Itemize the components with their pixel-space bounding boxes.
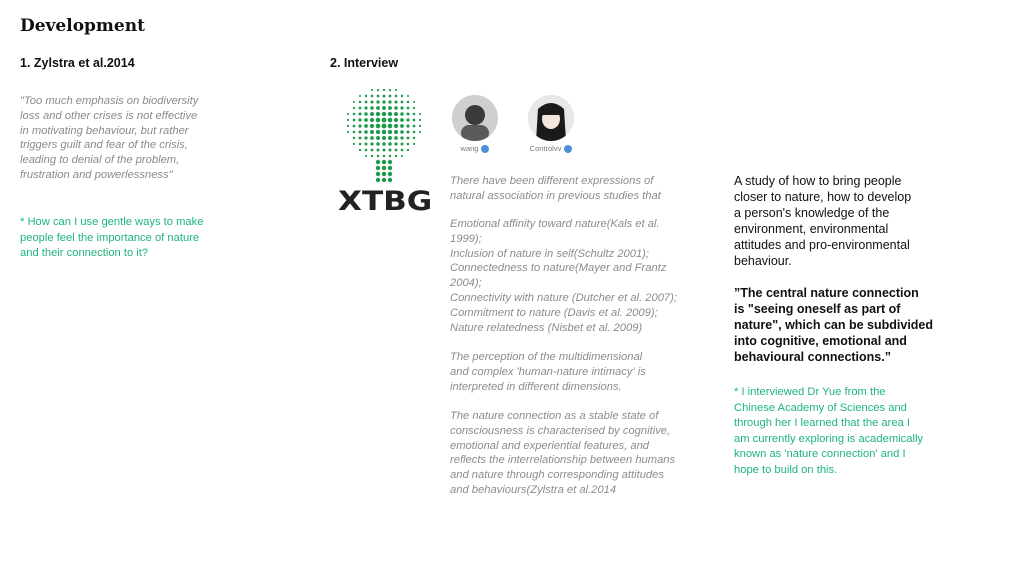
nature-expressions-list: Emotional affinity toward nature(Kals et al. 1999); Inclusion of nature in self(Schultz 2001); Connectedness to nature(Mayer and Frantz 2004); Connectivity with nature (Dutcher et al. 2007); Commitment to nature (Davis et al. 2009); Nature relatedness (Nisbet et al. 2009) bbox=[450, 218, 677, 334]
zylstra-quote: "Too much emphasis on biodiversity loss and other crises is not effective in motivating behaviour, but rather triggers guilt and fear of the crisis, leading to denial of the problem, frustration and powerlessness" bbox=[20, 95, 199, 181]
nature-connection-paragraph: The nature connection as a stable state of consciousness is characterised by cognitive, emotional and experiential features, and reflects the interrelationship between humans and nature through corresponding attitudes and behaviours(Zylstra et al.2014 bbox=[450, 410, 676, 496]
section1-note: * How can I use gentle ways to make people feel the importance of nature and their connection to it? bbox=[20, 216, 204, 259]
user-card-controlvv[interactable] bbox=[528, 95, 574, 153]
verified-badge-icon bbox=[564, 145, 572, 153]
central-quote: ”The central nature connection is "seeing oneself as part of nature", which can be subdivided into cognitive, emotional and behavioural connections.” bbox=[734, 286, 934, 364]
section2-heading: 2. Interview bbox=[330, 56, 399, 70]
xtbg-logo bbox=[332, 86, 436, 218]
username: wang bbox=[460, 144, 479, 153]
interview-note: * I interviewed Dr Yue from the Chinese Academy of Sciences and through her I learned that the area I am currently exploring is academically known as 'nature connection' and I hope to build on this. bbox=[734, 386, 924, 476]
perception-paragraph: The perception of the multidimensional and complex 'human-nature intimacy' is interpreted in different dimensions. bbox=[450, 351, 646, 393]
verified-badge-icon bbox=[481, 145, 489, 153]
username: Controlvv bbox=[529, 144, 562, 153]
avatar bbox=[452, 95, 498, 141]
page-title: Development bbox=[20, 16, 145, 36]
person-photo-icon bbox=[452, 95, 498, 141]
user-card-wang[interactable] bbox=[452, 95, 498, 153]
interview-intro: There have been different expressions of natural association in previous studies that bbox=[450, 175, 661, 202]
logo-text: XTBG bbox=[338, 186, 433, 217]
avatar bbox=[528, 95, 574, 141]
anime-avatar-icon bbox=[528, 95, 574, 141]
tree-dots-icon bbox=[332, 86, 436, 186]
study-description: A study of how to bring people closer to nature, how to develop a person's knowledge of the environment, environmental attitudes and pro-environmental behaviour. bbox=[734, 174, 912, 268]
section1-heading: 1. Zylstra et al.2014 bbox=[20, 56, 135, 70]
